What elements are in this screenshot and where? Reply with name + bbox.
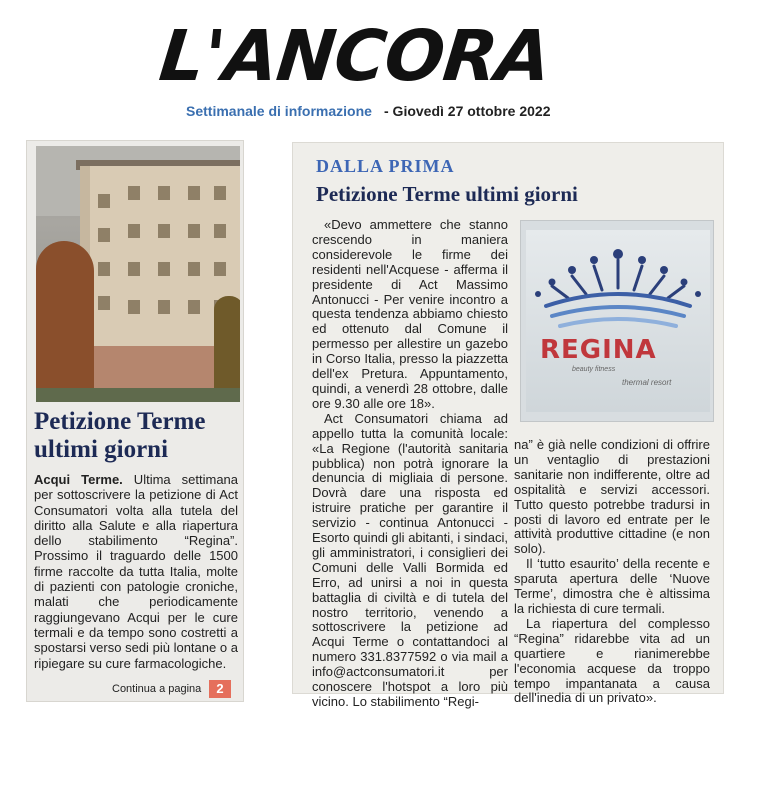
photo-window xyxy=(98,296,110,310)
crown-dot xyxy=(638,256,646,264)
regina-logo-tagline: beauty fitness xyxy=(572,366,616,373)
wave-line xyxy=(546,294,690,306)
photo-tree xyxy=(214,296,240,396)
article-column-1 xyxy=(312,218,508,710)
photo-window xyxy=(214,262,226,276)
photo-window xyxy=(188,186,200,200)
paragraph: Act Consumatori chiama ad appello tutta la comunità locale: «La Regione (l'autorità sanitaria pubblica) non potrà ignorare la denuncia di migliaia di persone. Dovrà dare una risposta ed istruire pratiche per garantire il servizio - continua Antonucci - Esorto quindi gli abitanti, i sindaci, gli amministratori, i consiglieri dei Comuni delle Valli Bormida ed Erro, ad unirsi a noi in questa battaglia di civiltà e di tutela del nostro territorio, venendo a sottoscrivere la petizione ad Acqui Terme o contattandoci al numero 331.8377592 o via mail a info@actconsumatori.it per conoscere l'hotspot a loro più vicino. Lo stabilimento “Regi- xyxy=(312,410,508,709)
section-kicker: DALLA PRIMA xyxy=(316,156,455,176)
wave-line xyxy=(552,307,684,316)
front-headline-line1: Petizione Terme xyxy=(34,408,206,435)
wave-line xyxy=(560,319,676,326)
photo-building-base xyxy=(80,346,236,392)
photo-window xyxy=(214,224,226,238)
photo-window xyxy=(98,194,110,208)
crown-dot xyxy=(568,266,576,274)
photo-window xyxy=(158,300,170,314)
crown-ray xyxy=(552,286,568,298)
regina-logo-word: REGINA xyxy=(540,335,657,365)
crown-dot xyxy=(549,279,556,286)
front-headline xyxy=(34,408,240,464)
building-photo xyxy=(36,146,240,402)
paragraph: Il ‘tutto esaurito’ della recente e sparuta apertura delle ‘Nuove Terme’, dimostra che è altissima la richiesta di cure termali. xyxy=(514,556,710,616)
regina-crown-icon xyxy=(532,246,704,336)
paragraph: La riapertura del complesso “Regina” ridarebbe vita ad un quartiere e rianimerebbe l'economia acquese da troppo tempo impantanata a causa dell'inedia di un privato». xyxy=(514,615,710,706)
photo-window xyxy=(158,224,170,238)
photo-tree xyxy=(36,241,94,401)
crown-ray xyxy=(594,266,602,290)
regina-logo-tagline2: thermal resort xyxy=(622,378,672,387)
crown-ray xyxy=(572,276,586,294)
crown-ray xyxy=(634,266,642,290)
front-body-lead: Acqui Terme. xyxy=(34,472,123,487)
photo-window xyxy=(128,300,140,314)
crown-dot xyxy=(590,256,598,264)
paragraph: na” è già nelle condizioni di offrire un ventaglio di prestazioni sanitarie non indifferente, oltre ad ospitalità e servizi accessori. Tutto questo potrebbe tradursi in posti di lavoro ed entrate per le attività produttive cittadine (e non solo). xyxy=(514,437,710,557)
masthead-title: L'ANCORA xyxy=(155,15,555,97)
front-headline-line2: ultimi giorni xyxy=(34,436,169,463)
crown-dot xyxy=(695,291,701,297)
photo-window xyxy=(188,224,200,238)
photo-window xyxy=(98,262,110,276)
photo-window xyxy=(128,186,140,200)
photo-window xyxy=(158,186,170,200)
masthead-subtitle: Settimanale di informazione xyxy=(186,103,372,119)
masthead-date: - Giovedì 27 ottobre 2022 xyxy=(384,103,551,119)
front-body-text: Ultima settimana per sottoscrivere la petizione di Act Consumatori volta alla tutela del diritto alla Salute e alla riapertura dello stabilimento “Regina”. Prossimo il traguardo delle 1500 firme raccolte da tutta Italia, molte di pazienti con patologie croniche, malati che periodicamente raggiungevano Acqui per le cure termali e da tempo sono costretti a spostarsi verso sedi più lontane o a ripiegare su cure farmacologiche. xyxy=(34,472,239,671)
front-body xyxy=(34,472,238,671)
photo-window xyxy=(214,186,226,200)
crown-dot xyxy=(681,279,688,286)
photo-window xyxy=(188,262,200,276)
paragraph: «Devo ammettere che stanno crescendo in maniera considerevole le firme dei residenti nell'Acquese - afferma il presidente di Act Massimo Antonucci - Per venire incontro a questa tendenza abbiamo chiesto ed ottenuto dal Comune il permesso per allestire un gazebo in Corso Italia, presso la piazzetta dell'ex Pretura. Appuntamento, quindi, a venerdì 28 ottobre, dalle ore 9.30 alle ore 18». xyxy=(312,217,508,411)
photo-window xyxy=(128,224,140,238)
crown-dot xyxy=(535,291,541,297)
continue-page-badge: 2 xyxy=(209,680,231,698)
inner-headline: Petizione Terme ultimi giorni xyxy=(316,182,578,206)
crown-dot xyxy=(613,249,623,259)
photo-window xyxy=(128,262,140,276)
crown-ray xyxy=(650,276,664,294)
continue-label: Continua a pagina xyxy=(112,683,202,695)
photo-window xyxy=(188,300,200,314)
crown-dot xyxy=(660,266,668,274)
article-column-2 xyxy=(514,438,710,706)
photo-ground xyxy=(36,388,240,402)
photo-window xyxy=(158,262,170,276)
photo-window xyxy=(98,228,110,242)
crown-ray xyxy=(668,286,684,298)
